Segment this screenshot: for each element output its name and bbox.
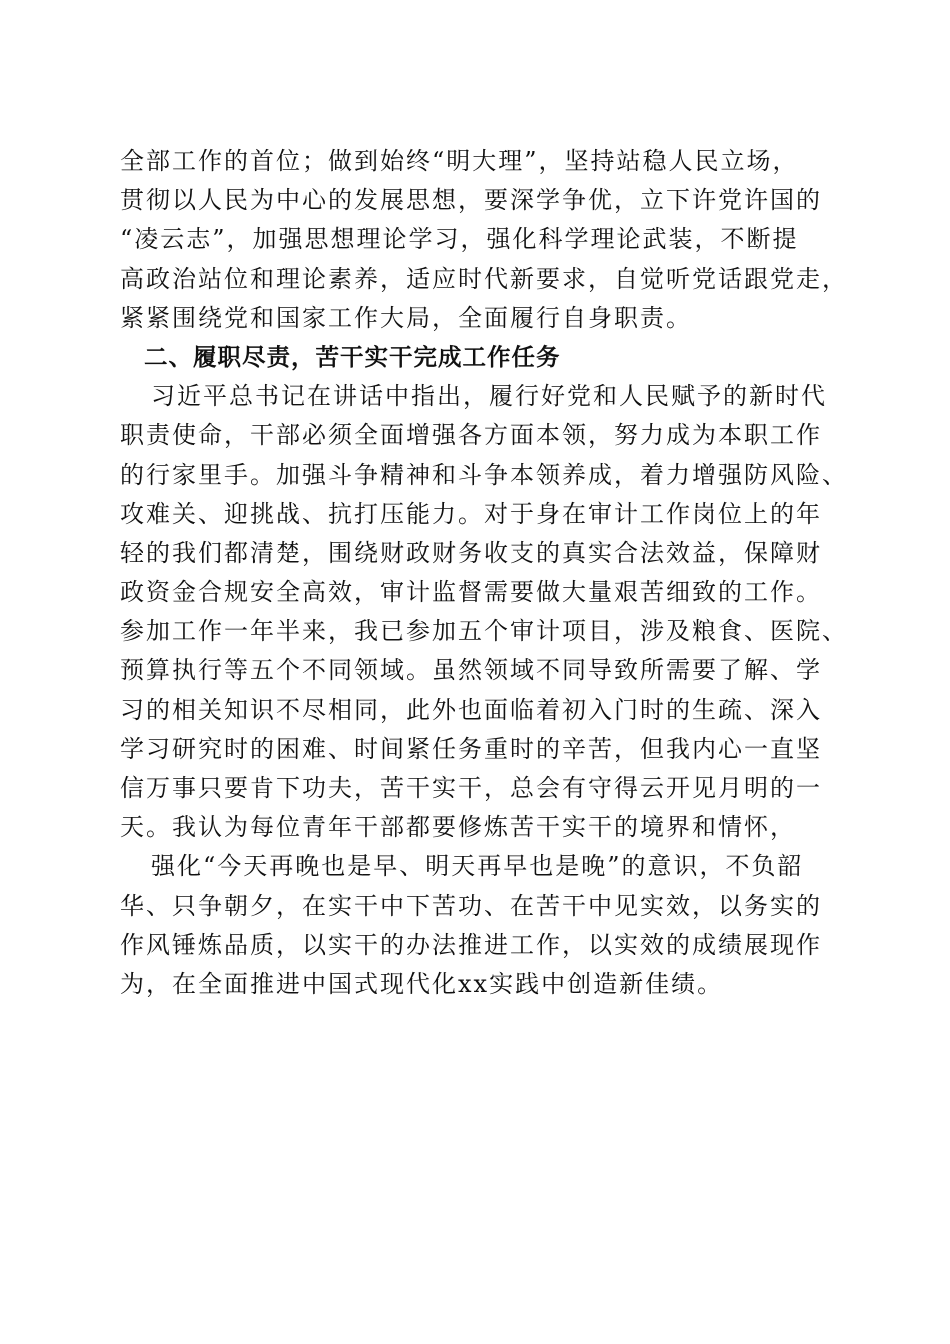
text-line: 政资金合规安全高效，审计监督需要做大量艰苦细致的工作。: [120, 578, 822, 607]
text-line: 高政治站位和理论素养，适应时代新要求，自觉听党话跟党走，: [120, 264, 848, 293]
text-line: 攻难关、迎挑战、抗打压能力。对于身在审计工作岗位上的年: [120, 499, 822, 528]
document-body: [120, 142, 850, 1004]
text-line: 作风锤炼品质，以实干的办法推进工作，以实效的成绩展现作: [120, 930, 822, 959]
text-line: 的行家里手。加强斗争精神和斗争本领养成，着力增强防风险、: [120, 460, 848, 489]
text-line: 学习研究时的困难、时间紧任务重时的辛苦，但我内心一直坚: [120, 734, 822, 763]
text-line: 强化“今天再晚也是早、明天再早也是晚”的意识，不负韶: [151, 852, 804, 881]
text-line: 习近平总书记在讲话中指出，履行好党和人民赋予的新时代: [151, 382, 827, 411]
text-line: 紧紧围绕党和国家工作大局，全面履行自身职责。: [120, 303, 692, 332]
section-heading: 二、履职尽责，苦干实干完成工作任务: [144, 342, 561, 371]
text-line: 贯彻以人民为中心的发展思想，要深学争优，立下许党许国的: [120, 186, 822, 215]
text-line: 预算执行等五个不同领域。虽然领域不同导致所需要了解、学: [120, 656, 822, 685]
text-line: 轻的我们都清楚，围绕财政财务收支的真实合法效益，保障财: [120, 538, 822, 567]
text-line: “凌云志”，加强思想理论学习，强化科学理论武装，不断提: [120, 225, 799, 254]
text-line: 职责使命，干部必须全面增强各方面本领，努力成为本职工作: [120, 421, 822, 450]
text-line: 习的相关知识不尽相同，此外也面临着初入门时的生疏、深入: [120, 695, 822, 724]
text-line: 天。我认为每位青年干部都要修炼苦干实干的境界和情怀，: [120, 813, 796, 842]
text-line: 参加工作一年半来，我已参加五个审计项目，涉及粮食、医院、: [120, 617, 848, 646]
text-line: 信万事只要肯下功夫，苦干实干，总会有守得云开见月明的一: [120, 774, 822, 802]
text-line: 为，在全面推进中国式现代化xx实践中创造新佳绩。: [120, 969, 724, 998]
text-line: 全部工作的首位；做到始终“明大理”，坚持站稳人民立场，: [120, 147, 799, 175]
text-line: 华、只争朝夕，在实干中下苦功、在苦干中见实效，以务实的: [120, 891, 822, 920]
